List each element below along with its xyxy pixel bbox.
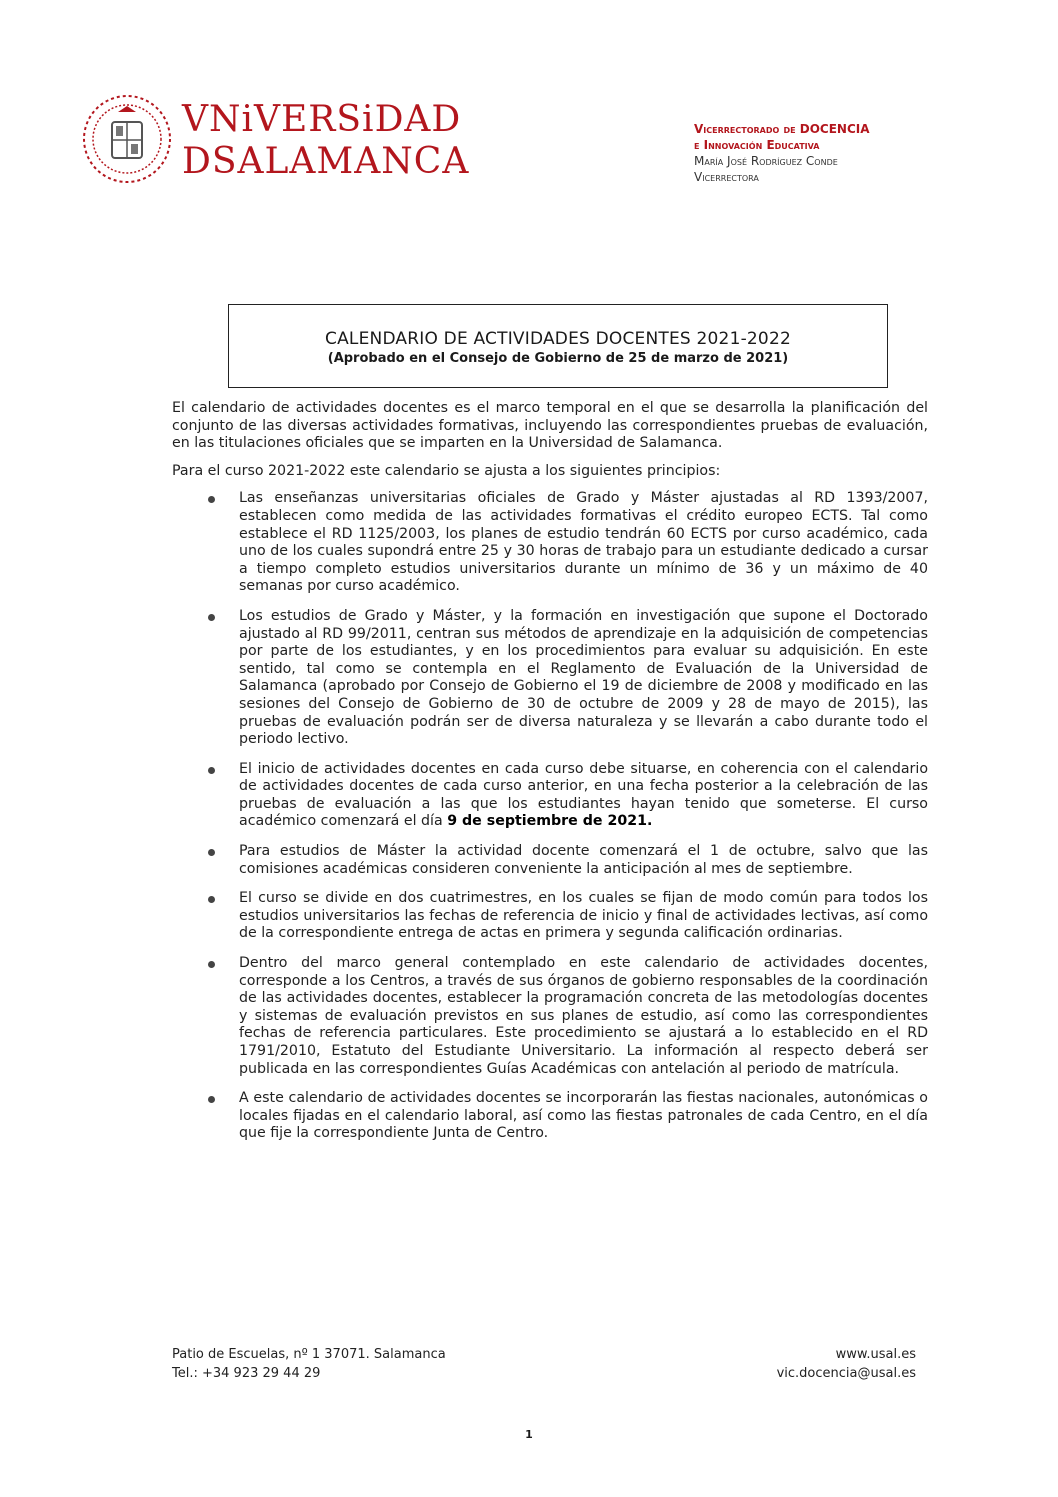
footer-email[interactable]: vic.docencia@usal.es	[776, 1366, 916, 1381]
lead-paragraph: Para el curso 2021-2022 este calendario se ajusta a los siguientes principios:	[172, 462, 721, 479]
list-item: Dentro del marco general contemplado en este calendario de actividades docentes, corresponde a los Centros, a través de sus órganos de gobierno responsables de la coordinación de las actividades docentes, establecer la programación concreta de las metodologías docentes y sistemas de evaluación previstos en sus planes de estudio, así como las correspondientes fechas de referencia particulares. Este procedimiento se ajustará a lo establecido en el RD 1791/2010, Estatuto del Estudiante Universitario. La información al respecto deberá ser publicada en las correspondientes Guías Académicas con antelación al periodo de matrícula.	[172, 955, 928, 1078]
person-role: Vicerrectora	[694, 170, 759, 184]
list-item: El inicio de actividades docentes en cada curso debe situarse, en coherencia con el calendario de actividades docentes de cada curso anterior, en una fecha posterior a la celebración de las pruebas de evaluación a las que los estudiantes hayan tenido que someterse. El curso académico comenzará el día 9 de septiembre de 2021.	[172, 761, 928, 831]
logo-line-1: VNiVERSiDAD	[182, 99, 462, 140]
bullet-icon	[208, 896, 215, 903]
footer-address: Patio de Escuelas, nº 1 37071. Salamanca	[172, 1347, 446, 1362]
bullet-icon	[208, 849, 215, 856]
office-line-2: e Innovación Educativa	[694, 138, 820, 152]
footer-contact	[172, 1345, 446, 1383]
bullet-icon	[208, 614, 215, 621]
document-title: CALENDARIO DE ACTIVIDADES DOCENTES 2021-2022	[325, 329, 791, 349]
footer-phone: Tel.: +34 923 29 44 29	[172, 1366, 321, 1381]
bullet-icon	[208, 961, 215, 968]
list-item: Para estudios de Máster la actividad docente comenzará el 1 de octubre, salvo que las comisiones académicas consideren conveniente la anticipación al mes de septiembre.	[172, 843, 928, 878]
person-name: María José Rodríguez Conde	[694, 154, 838, 168]
office-line-1: Vicerrectorado de DOCENCIA	[694, 122, 870, 136]
list-item: El curso se divide en dos cuatrimestres, en los cuales se fijan de modo común para todos los estudios universitarios las fechas de referencia de inicio y final de actividades lectivas, así como de la correspondiente entrega de actas en primera y segunda calificación ordinarias.	[172, 890, 928, 943]
title-box	[228, 304, 888, 388]
bullet-icon	[208, 767, 215, 774]
list-item: A este calendario de actividades docentes se incorporarán las fiestas nacionales, autonómicas o locales fijadas en el calendario laboral, así como las fiestas patronales de cada Centro, en el día que fije la correspondiente Junta de Centro.	[172, 1090, 928, 1143]
bullet-icon	[208, 496, 215, 503]
list-item: Las enseñanzas universitarias oficiales de Grado y Máster ajustadas al RD 1393/2007, establecen como medida de las actividades formativas el crédito europeo ECTS. Tal como establece el RD 1125/2003, los planes de estudio tendrán 60 ECTS por curso académico, cada uno de los cuales supondrá entre 25 y 30 horas de trabajo para un estudiante dedicado a cursar a tiempo completo estudios universitarios durante un mínimo de 36 y un máximo de 40 semanas por curso académico.	[172, 490, 928, 596]
vicerrectorado-block	[694, 121, 870, 185]
page-number: 1	[525, 1428, 533, 1441]
list-item: Los estudios de Grado y Máster, y la formación en investigación que supone el Doctorado ajustado al RD 99/2011, centran sus métodos de aprendizaje en la adquisición de competencias por parte de los estudiantes, y en los procedimientos para evaluar su adquisición. En este sentido, tal como se contempla en el Reglamento de Evaluación de la Universidad de Salamanca (aprobado por Consejo de Gobierno el 19 de diciembre de 2008 y modificado en las sesiones del Consejo de Gobierno de 30 de octubre de 2009 y 28 de mayo de 2015), las pruebas de evaluación podrán ser de diversa naturaleza y se llevarán a cabo durante todo el periodo lectivo.	[172, 608, 928, 749]
university-seal-icon	[82, 94, 172, 184]
intro-paragraph: El calendario de actividades docentes es el marco temporal en el que se desarrolla la planificación del conjunto de las diversas actividades formativas, incluyendo las correspondientes pruebas de evaluación, en las titulaciones oficiales que se imparten en la Universidad de Salamanca.	[172, 400, 928, 452]
logo-line-2: DSALAMANCA	[182, 141, 470, 182]
document-body	[172, 400, 928, 1155]
footer-website[interactable]: www.usal.es	[835, 1347, 916, 1362]
bullet-icon	[208, 1096, 215, 1103]
start-date: 9 de septiembre de 2021.	[447, 813, 653, 830]
document-subtitle: (Aprobado en el Consejo de Gobierno de 25 de marzo de 2021)	[327, 351, 789, 366]
university-logo	[82, 94, 470, 184]
logo-wordmark	[182, 99, 470, 182]
footer-links	[777, 1345, 916, 1383]
principles-list	[172, 490, 928, 1143]
